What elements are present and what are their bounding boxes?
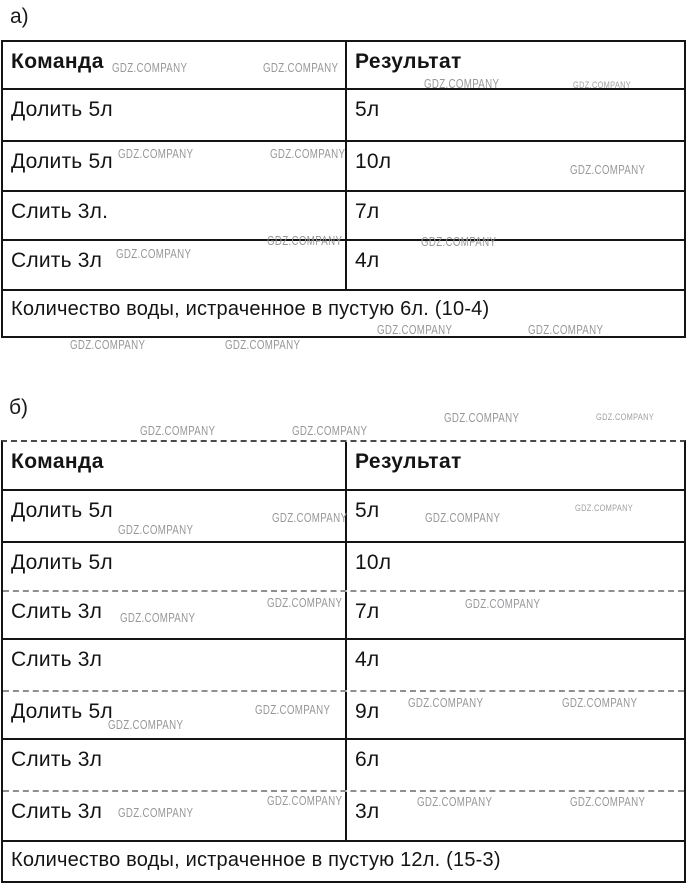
command-cell: Слить 3л: [3, 740, 347, 790]
section-a-label: а): [10, 5, 29, 28]
command-cell: Слить 3л: [3, 241, 347, 289]
watermark: GDZ.COMPANY: [120, 611, 196, 625]
watermark: GDZ.COMPANY: [118, 523, 194, 537]
table-row: [3, 638, 684, 690]
watermark: GDZ.COMPANY: [112, 61, 188, 75]
table-row: [3, 88, 684, 140]
result-cell: 10л: [355, 150, 392, 173]
watermark: GDZ.COMPANY: [562, 696, 638, 710]
section-b-label: б): [9, 396, 29, 419]
header-command: Команда: [3, 42, 347, 88]
watermark: GDZ.COMPANY: [408, 696, 484, 710]
watermark: GDZ.COMPANY: [267, 596, 343, 610]
result-cell: 7л: [355, 600, 380, 623]
watermark: GDZ.COMPANY: [421, 235, 497, 249]
result-cell: 7л: [355, 200, 380, 223]
table-row: [3, 738, 684, 790]
watermark: GDZ.COMPANY: [116, 247, 192, 261]
watermark: GDZ.COMPANY: [444, 411, 520, 425]
watermark: GDZ.COMPANY: [425, 511, 501, 525]
table-row: [3, 239, 684, 289]
watermark: GDZ.COMPANY: [267, 234, 343, 248]
watermark: GDZ.COMPANY: [570, 163, 646, 177]
command-cell: Долить 5л: [3, 543, 347, 590]
command-cell: Слить 3л: [3, 792, 347, 840]
watermark: GDZ.COMPANY: [263, 61, 339, 75]
watermark: GDZ.COMPANY: [70, 338, 146, 352]
table-b-footer-row: [3, 840, 684, 881]
watermark: GDZ.COMPANY: [424, 77, 500, 91]
command-cell: Долить 5л: [3, 491, 347, 541]
result-cell: 4л: [355, 249, 380, 272]
footer-note: Количество воды, истраченное в пустую 6л. (10-4): [11, 298, 490, 320]
command-cell: Долить 5л: [3, 692, 347, 738]
table-row: [3, 590, 684, 638]
watermark: GDZ.COMPANY: [575, 503, 634, 514]
watermark: GDZ.COMPANY: [528, 323, 604, 337]
header-result: Результат: [355, 50, 462, 73]
result-cell: 5л: [355, 499, 380, 522]
header-command: Команда: [3, 442, 347, 489]
table-b-header-row: [3, 442, 684, 489]
command-cell: Слить 3л.: [3, 192, 347, 239]
watermark: GDZ.COMPANY: [225, 338, 301, 352]
watermark: GDZ.COMPANY: [596, 412, 655, 423]
watermark: GDZ.COMPANY: [108, 718, 184, 732]
result-cell: 10л: [355, 551, 392, 574]
watermark: GDZ.COMPANY: [118, 147, 194, 161]
watermark: GDZ.COMPANY: [570, 795, 646, 809]
result-cell: 5л: [355, 98, 380, 121]
watermark: GDZ.COMPANY: [267, 794, 343, 808]
watermark: GDZ.COMPANY: [270, 147, 346, 161]
header-result: Результат: [355, 450, 462, 473]
command-cell: Долить 5л: [3, 142, 347, 190]
footer-note: Количество воды, истраченное в пустую 12л. (15-3): [11, 849, 501, 871]
watermark: GDZ.COMPANY: [377, 323, 453, 337]
table-row: [3, 190, 684, 239]
watermark: GDZ.COMPANY: [292, 424, 368, 438]
watermark: GDZ.COMPANY: [573, 80, 632, 91]
result-cell: 9л: [355, 700, 380, 723]
table-row: [3, 541, 684, 590]
command-cell: Слить 3л: [3, 592, 347, 638]
watermark: GDZ.COMPANY: [417, 795, 493, 809]
command-cell: Слить 3л: [3, 640, 347, 690]
watermark: GDZ.COMPANY: [118, 806, 194, 820]
watermark: GDZ.COMPANY: [272, 511, 348, 525]
watermark: GDZ.COMPANY: [140, 424, 216, 438]
result-cell: 6л: [355, 748, 380, 771]
result-cell: 3л: [355, 800, 380, 823]
watermark: GDZ.COMPANY: [465, 597, 541, 611]
watermark: GDZ.COMPANY: [255, 703, 331, 717]
command-cell: Долить 5л: [3, 90, 347, 140]
result-cell: 4л: [355, 648, 380, 671]
